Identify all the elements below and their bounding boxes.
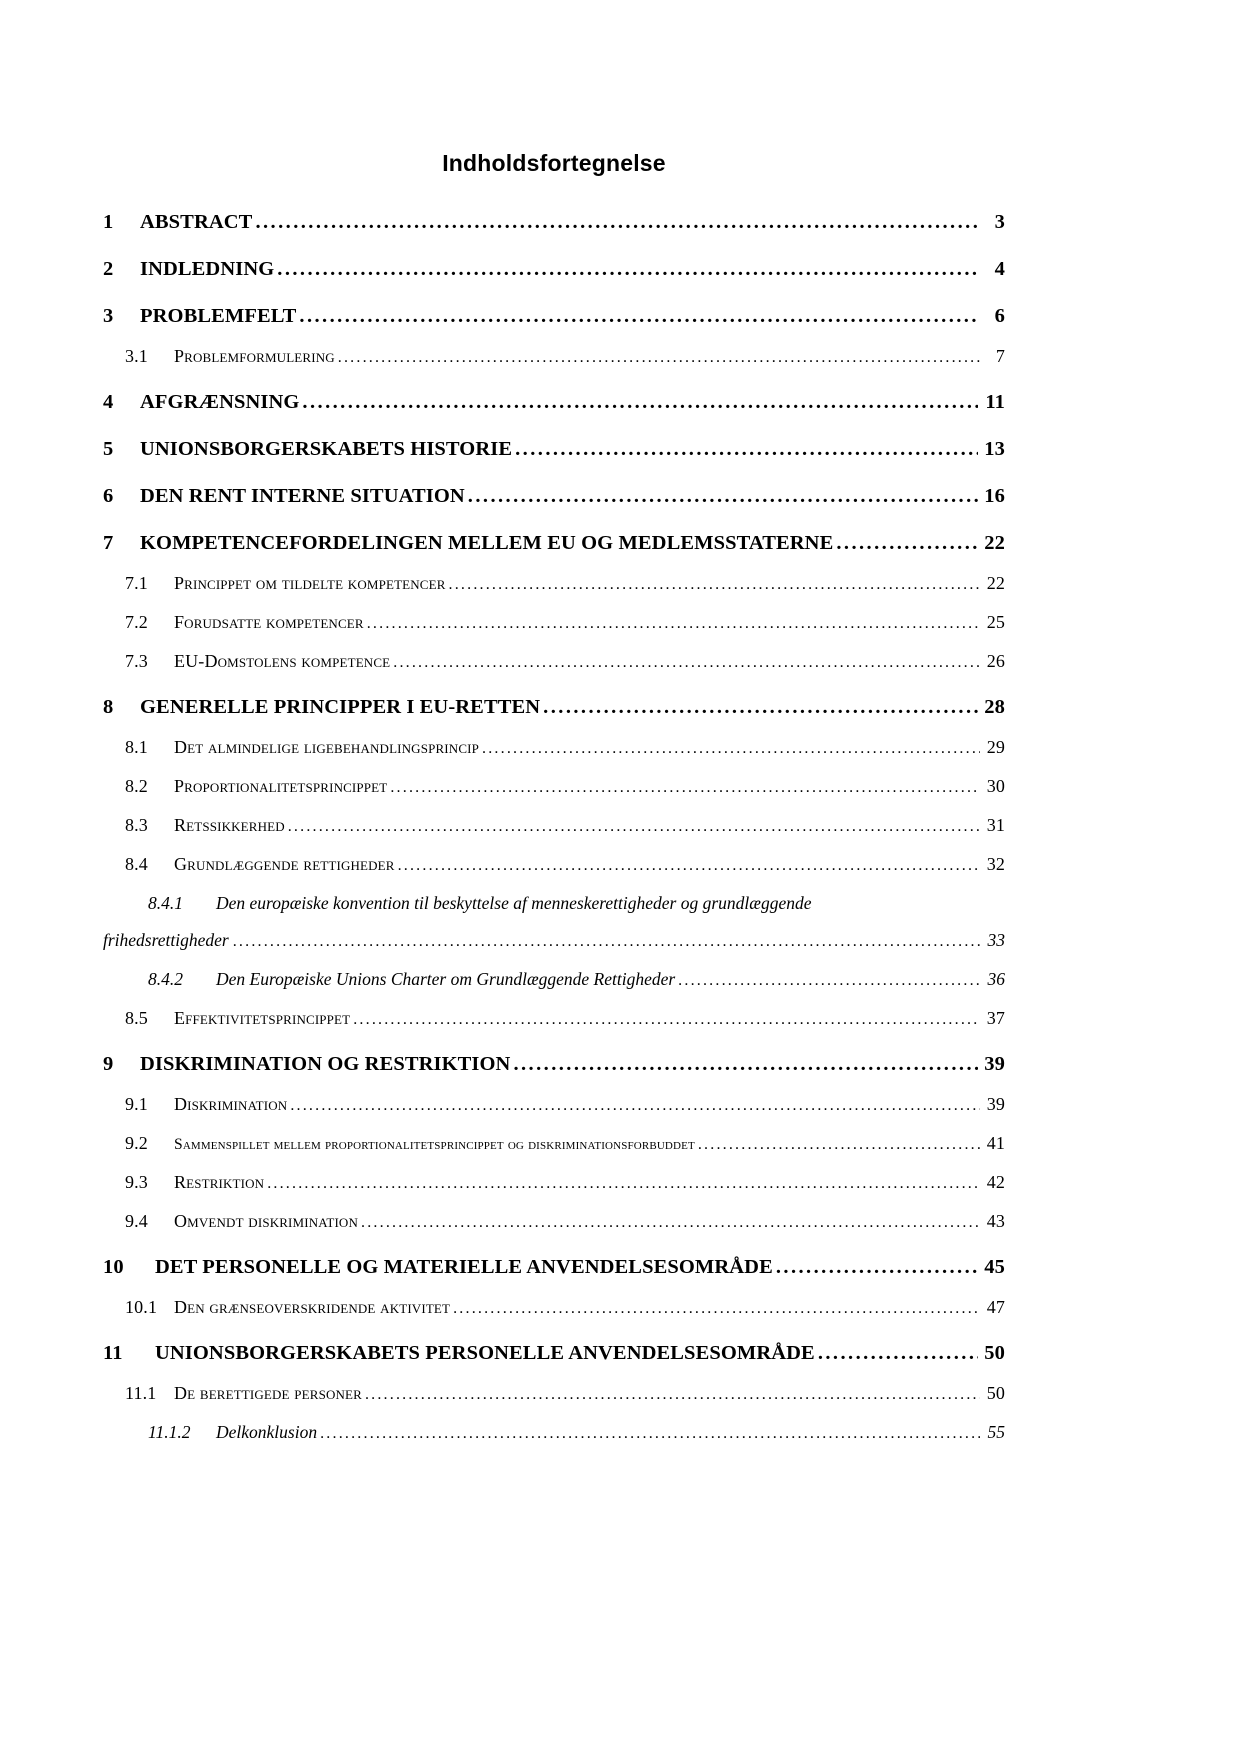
- toc-page-number: 13: [984, 438, 1005, 460]
- toc-entry-number: 6: [103, 485, 114, 507]
- toc-entry[interactable]: [103, 854, 1005, 875]
- toc-page-number: 22: [984, 532, 1005, 554]
- toc-leader-dots: [255, 211, 978, 234]
- toc-page-number: 55: [987, 1422, 1005, 1442]
- toc-leader-dots: [338, 346, 980, 367]
- toc-entry[interactable]: [103, 346, 1005, 367]
- toc-leader-dots: [365, 1383, 980, 1404]
- toc-entry[interactable]: [103, 532, 1005, 555]
- toc-leader-dots: [818, 1342, 978, 1365]
- toc-page-number: 3: [994, 211, 1005, 233]
- toc-page-number: 50: [984, 1342, 1005, 1364]
- toc-entry-title: DEN RENT INTERNE SITUATION: [140, 485, 465, 507]
- toc-entry[interactable]: [103, 211, 1005, 234]
- toc-entry[interactable]: [103, 1172, 1005, 1193]
- toc-entry-title: AFGRÆNSNING: [140, 391, 300, 413]
- toc-entry-number: 8.3: [125, 815, 148, 835]
- toc-entry-title: Sammenspillet mellem proportionalitetsprincippet og diskriminationsforbuddet: [174, 1136, 695, 1153]
- toc-page-number: 37: [986, 1008, 1005, 1028]
- toc-page-number: 45: [984, 1256, 1005, 1278]
- toc-entry-number: 3: [103, 305, 114, 327]
- toc-entry-title: DET PERSONELLE OG MATERIELLE ANVENDELSESOMRÅDE: [155, 1256, 773, 1278]
- toc-entry-title: DISKRIMINATION OG RESTRIKTION: [140, 1053, 511, 1075]
- toc-entry-number: 7: [103, 532, 114, 554]
- toc-entry-number: 9: [103, 1053, 114, 1075]
- toc-entry-number: 5: [103, 438, 114, 460]
- toc-leader-dots: [320, 1422, 980, 1443]
- toc-page-number: 39: [984, 1053, 1005, 1075]
- toc-entry-title-continued: frihedsrettigheder: [103, 930, 229, 950]
- toc-page-number: 11: [985, 391, 1005, 413]
- toc-entry-number: 7.2: [125, 612, 148, 632]
- toc-page-number: 25: [986, 612, 1005, 632]
- toc-entry-title: KOMPETENCEFORDELINGEN MELLEM EU OG MEDLEMSSTATERNE: [140, 532, 834, 554]
- toc-entry-title: Den Europæiske Unions Charter om Grundlæggende Rettigheder: [216, 969, 676, 989]
- toc-entry-title: Problemformulering: [174, 346, 335, 366]
- toc-entry-number: 8.1: [125, 737, 148, 757]
- toc-entry[interactable]: [103, 815, 1005, 836]
- toc-leader-dots: [678, 969, 980, 990]
- toc-entry-number: 8.5: [125, 1008, 148, 1028]
- table-of-contents-list: [103, 211, 1005, 1443]
- toc-entry-title: Restriktion: [174, 1172, 265, 1192]
- toc-leader-dots: [288, 815, 980, 836]
- toc-entry-number: 11: [103, 1342, 123, 1364]
- toc-entry-number: 8.4.2: [148, 969, 183, 989]
- toc-leader-dots: [698, 1136, 980, 1154]
- toc-page-number: 43: [986, 1211, 1005, 1231]
- toc-leader-dots: [267, 1172, 980, 1193]
- toc-page-number: 32: [986, 854, 1005, 874]
- toc-entry[interactable]: [103, 485, 1005, 508]
- toc-leader-dots: [468, 485, 978, 508]
- toc-entry-number: 9.2: [125, 1133, 148, 1153]
- toc-entry-number: 11.1: [125, 1383, 157, 1403]
- toc-entry-title: Retssikkerhed: [174, 815, 285, 835]
- toc-entry[interactable]: [103, 1383, 1005, 1404]
- toc-entry-number: 8.4.1: [148, 893, 183, 913]
- toc-entry[interactable]: [103, 1008, 1005, 1029]
- toc-page-number: 50: [986, 1383, 1005, 1403]
- toc-entry-title: Forudsatte kompetencer: [174, 612, 364, 632]
- toc-page-number: 42: [986, 1172, 1005, 1192]
- toc-leader-dots: [398, 854, 980, 875]
- toc-page-number: 28: [984, 696, 1005, 718]
- toc-entry-title: EU-Domstolens kompetence: [174, 651, 391, 671]
- toc-leader-dots: [776, 1256, 978, 1279]
- toc-entry-number: 2: [103, 258, 114, 280]
- toc-leader-dots: [449, 573, 980, 594]
- toc-entry-title: INDLEDNING: [140, 258, 275, 280]
- toc-entry-number: 9.1: [125, 1094, 148, 1114]
- toc-entry-number: 8.2: [125, 776, 148, 796]
- toc-content: [103, 150, 1005, 1443]
- toc-leader-dots: [390, 776, 980, 797]
- toc-entry-number: 9.4: [125, 1211, 148, 1231]
- toc-entry-continuation[interactable]: [103, 930, 1005, 951]
- toc-entry-title: Delkonklusion: [216, 1422, 318, 1442]
- toc-entry-title: UNIONSBORGERSKABETS HISTORIE: [140, 438, 513, 460]
- toc-entry[interactable]: [103, 1094, 1005, 1115]
- toc-entry-title: Det almindelige ligebehandlingsprincip: [174, 737, 480, 757]
- toc-entry-number: 8.4: [125, 854, 148, 874]
- toc-entry-title: UNIONSBORGERSKABETS PERSONELLE ANVENDELSESOMRÅDE: [155, 1342, 815, 1364]
- toc-entry-number: 7.3: [125, 651, 148, 671]
- page-title: Indholdsfortegnelse: [442, 150, 666, 176]
- toc-entry-title: De berettigede personer: [174, 1383, 362, 1403]
- toc-entry[interactable]: [103, 1053, 1005, 1076]
- toc-entry[interactable]: [103, 1133, 1005, 1154]
- toc-entry[interactable]: [103, 612, 1005, 633]
- toc-entry[interactable]: [103, 969, 1005, 990]
- toc-entry-number: 1: [103, 211, 114, 233]
- toc-page-number: 47: [986, 1297, 1005, 1317]
- toc-leader-dots: [353, 1008, 980, 1029]
- toc-page-number: 7: [995, 346, 1005, 366]
- toc-page-number: 4: [994, 258, 1005, 280]
- toc-entry-title: PROBLEMFELT: [140, 305, 297, 327]
- toc-entry[interactable]: [103, 305, 1005, 328]
- toc-entry[interactable]: [103, 1211, 1005, 1232]
- toc-page-number: 29: [986, 737, 1005, 757]
- toc-page-number: 16: [984, 485, 1005, 507]
- toc-entry[interactable]: [103, 776, 1005, 797]
- toc-entry[interactable]: [103, 1256, 1005, 1279]
- toc-page-number: 31: [986, 815, 1005, 835]
- toc-entry-number: 10: [103, 1256, 124, 1278]
- toc-entry-number: 11.1.2: [148, 1422, 191, 1442]
- toc-entry-number: 4: [103, 391, 114, 413]
- toc-page-number: 30: [986, 776, 1005, 796]
- toc-leader-dots: [515, 438, 978, 461]
- toc-entry-number: 10.1: [125, 1297, 158, 1317]
- toc-entry[interactable]: [103, 893, 1005, 914]
- toc-entry[interactable]: [103, 258, 1005, 281]
- toc-leader-dots: [302, 391, 978, 414]
- toc-entry[interactable]: [103, 391, 1005, 414]
- toc-entry[interactable]: [103, 1297, 1005, 1318]
- toc-entry-title: ABSTRACT: [140, 211, 253, 233]
- toc-entry[interactable]: [103, 737, 1005, 758]
- toc-entry-title: Den europæiske konvention til beskyttelse af menneskerettigheder og grundlæggende: [216, 893, 812, 913]
- toc-page-number: 36: [987, 969, 1005, 989]
- toc-page-number: 26: [986, 651, 1005, 671]
- toc-entry-title: GENERELLE PRINCIPPER I EU-RETTEN: [140, 696, 541, 718]
- toc-leader-dots: [393, 651, 980, 672]
- toc-entry-title: Grundlæggende rettigheder: [174, 854, 395, 874]
- toc-leader-dots: [233, 930, 980, 951]
- toc-entry-title: Omvendt diskrimination: [174, 1211, 359, 1231]
- toc-leader-dots: [543, 696, 978, 719]
- toc-entry-title: Effektivitetsprincippet: [174, 1008, 351, 1028]
- toc-leader-dots: [482, 737, 980, 758]
- toc-entry-number: 9.3: [125, 1172, 148, 1192]
- toc-entry-title: Proportionalitetsprincippet: [174, 776, 388, 796]
- toc-entry[interactable]: [103, 438, 1005, 461]
- toc-leader-dots: [361, 1211, 980, 1232]
- toc-entry[interactable]: [103, 573, 1005, 594]
- toc-entry-number: 3.1: [125, 346, 148, 366]
- toc-leader-dots: [836, 532, 978, 555]
- toc-leader-dots: [290, 1094, 980, 1115]
- toc-page-number: 41: [986, 1133, 1005, 1153]
- toc-page-number: 22: [986, 573, 1005, 593]
- toc-entry-title: Den grænseoverskridende aktivitet: [174, 1297, 451, 1317]
- toc-page-number: 6: [994, 305, 1005, 327]
- toc-leader-dots: [513, 1053, 978, 1076]
- toc-leader-dots: [277, 258, 978, 281]
- toc-entry[interactable]: [103, 696, 1005, 719]
- toc-entry-number: 8: [103, 696, 114, 718]
- toc-entry[interactable]: [103, 1342, 1005, 1365]
- toc-entry-title: Diskrimination: [174, 1094, 288, 1114]
- toc-entry[interactable]: [103, 651, 1005, 672]
- toc-entry-number: 7.1: [125, 573, 148, 593]
- toc-leader-dots: [453, 1297, 980, 1318]
- toc-leader-dots: [367, 612, 980, 633]
- toc-page-number: 33: [987, 930, 1005, 950]
- toc-page-number: 39: [986, 1094, 1005, 1114]
- toc-leader-dots: [299, 305, 978, 328]
- toc-entry-title: Princippet om tildelte kompetencer: [174, 573, 446, 593]
- toc-entry[interactable]: [103, 1422, 1005, 1443]
